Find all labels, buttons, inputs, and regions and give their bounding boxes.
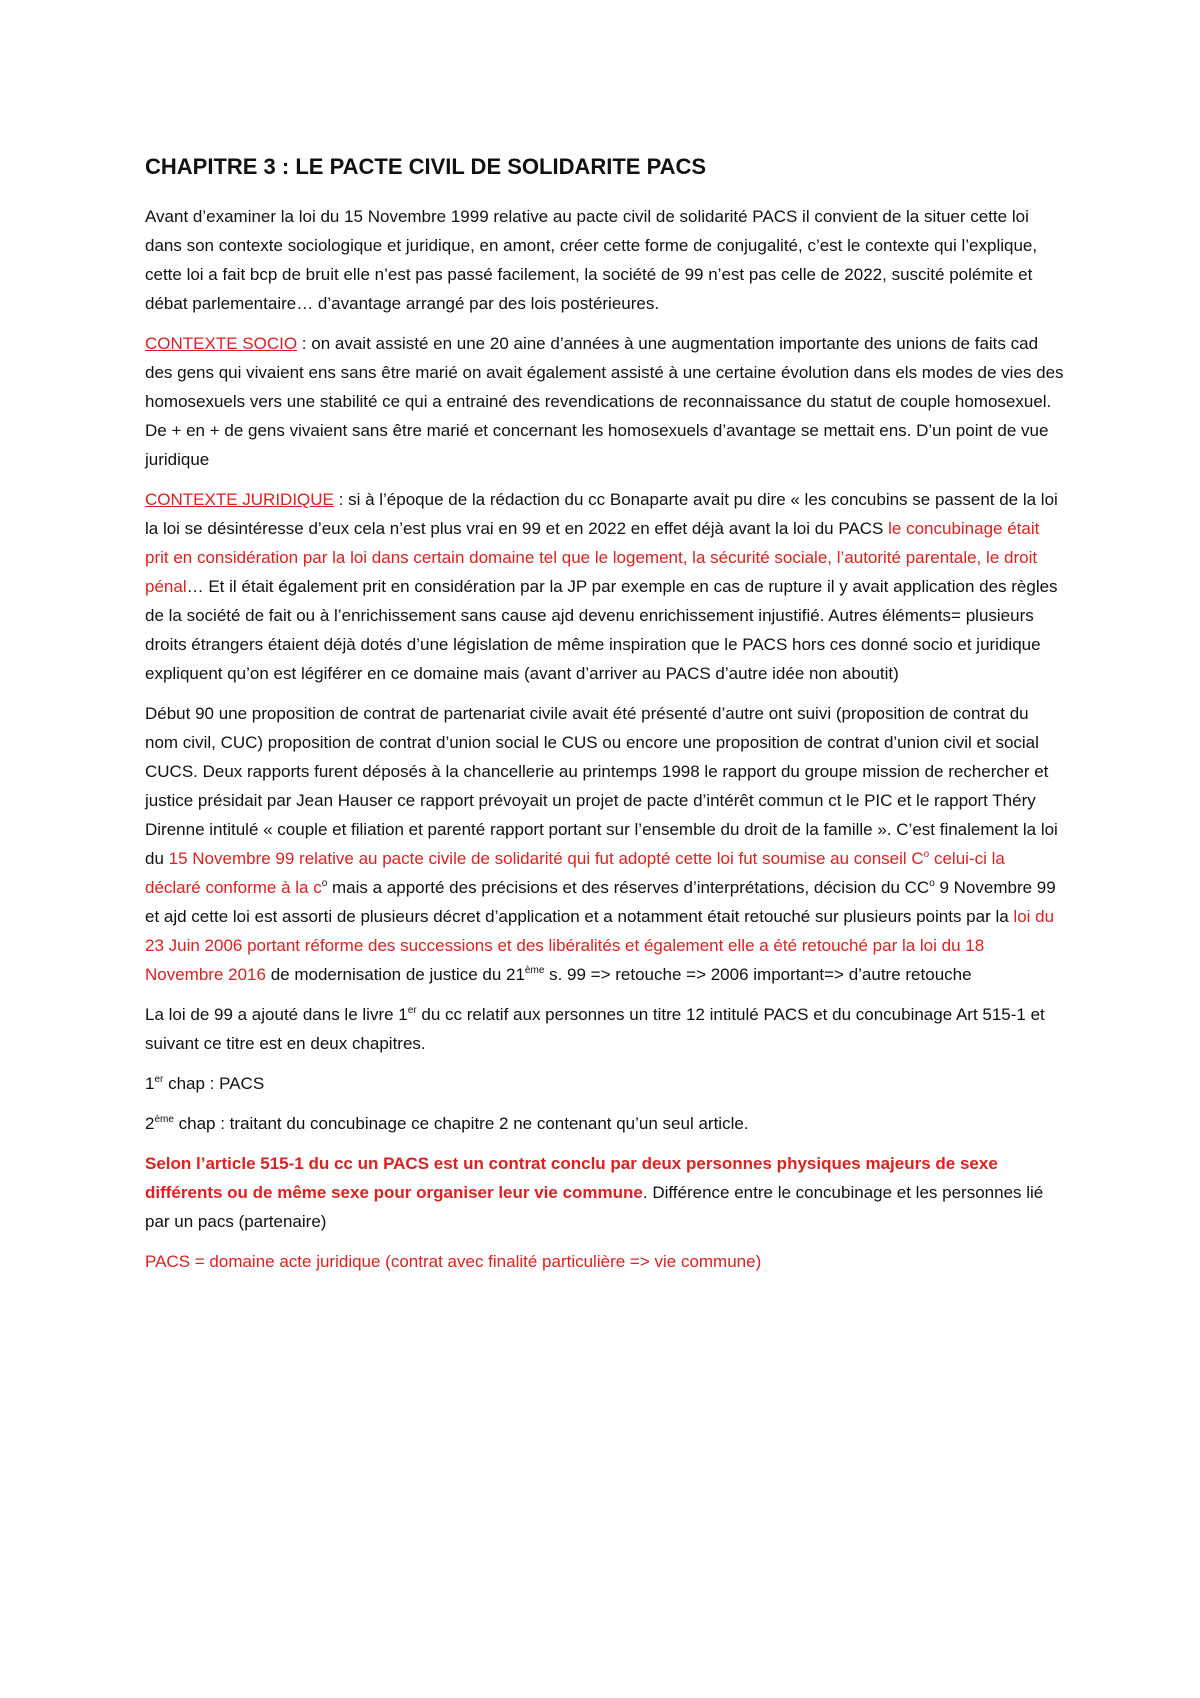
paragraph-article-515-1: Selon l’article 515-1 du cc un PACS est un contrat conclu par deux personnes physiques majeurs de sexe différents ou de même sexe pour organiser leur vie commune. Différence entre le concubinage et les personnes lié par un pacs (partenaire) bbox=[145, 1154, 1044, 1231]
paragraph-chapitre-2: 2ème chap : traitant du concubinage ce chapitre 2 ne contenant qu’un seul article. bbox=[145, 1114, 749, 1133]
highlight-red: 15 Novembre 99 relative au pacte civile de solidarité qui fut adopté cette loi fut soumise au conseil C bbox=[168, 849, 924, 868]
definition-bold: Selon l’article 515-1 du cc un PACS est un contrat conclu par deux personnes physiques majeurs de sexe différents ou de même sexe pour organiser leur vie commune bbox=[145, 1154, 998, 1202]
paragraph-contexte-juridique: CONTEXTE JURIDIQUE : si à l’époque de la rédaction du cc Bonaparte avait pu dire « les concubins se passent de la loi la loi se désintéresse d’eux cela n’est plus vrai en 99 et en 2022 en effet déjà avant la loi du PACS le concubinage était prit en considération par la loi dans certain domaine tel que le logement, la sécurité sociale, l’autorité parentale, le droit pénal… Et il était également prit en considération par la JP par exemple en cas de rupture il y avait application des règles de la société de fait ou à l’enrichissement sans cause ajd devenu enrichissement injustifié. Autres éléments= plusieurs droits étrangers étaient déjà dotés d’une législation de même inspiration que le PACS hors ces donné socio et juridique expliquent qu’on est légiférer en ce domaine mais (avant d’arriver au PACS d’autre idée non aboutit) bbox=[145, 490, 1058, 683]
highlight-red: loi du 23 Juin 2006 portant réforme des successions et des libéralités et également elle a été retouché par la loi du 18 Novembre 2016 bbox=[145, 907, 1055, 984]
paragraph-historique: Début 90 une proposition de contrat de partenariat civile avait été présenté d’autre ont suivi (proposition de contrat du nom civil, CUC) proposition de contrat d’union social le CUS ou encore une proposition de contrat d’union civil et social CUCS. Deux rapports furent déposés à la chancellerie au printemps 1998 le rapport du groupe mission de rechercher et justice présidait par Jean Hauser ce rapport prévoyait un projet de pacte d’intérêt commun ct le PIC et le rapport Théry Direnne intitulé « couple et filiation et parenté rapport portant sur l’ensemble du droit de la famille ». C’est finalement la loi du 15 Novembre 99 relative au pacte civile de solidarité qui fut adopté cette loi fut soumise au conseil $C^o$ celui-ci la déclaré conforme à la $c^o$ mais a apporté des précisions et des réserves d’interprétations, décision du $CC^o$ 9 Novembre 99 et ajd cette loi est assorti de plusieurs décret d’application et a notamment était retouché sur plusieurs points par la loi du 23 Juin 2006 portant réforme des successions et des libéralités et également elle a été retouché par la loi du 18 Novembre 2016 de modernisation de justice du 21ème s. 99 => retouche => 2006 important=> d’autre retouche bbox=[145, 704, 1058, 984]
highlight-red: le concubinage était prit en considération par la loi dans certain domaine tel que le logement, la sécurité sociale, l’autorité parentale, le droit pénal bbox=[145, 519, 1040, 596]
contexte-juridique-label: CONTEXTE JURIDIQUE bbox=[145, 490, 334, 509]
contexte-socio-label: CONTEXTE SOCIO bbox=[145, 334, 298, 353]
paragraph-pacs-acte-juridique: PACS = domaine acte juridique (contrat avec finalité particulière => vie commune) bbox=[145, 1252, 762, 1271]
chapter-title: CHAPITRE 3 : LE PACTE CIVIL DE SOLIDARITE PACS bbox=[145, 154, 707, 179]
document-page bbox=[145, 152, 1065, 1287]
paragraph-contexte-socio: CONTEXTE SOCIO : on avait assisté en une 20 aine d’années à une augmentation importante des unions de faits cad des gens qui vivaient ens sans être marié on avait également assisté à une certaine évolution dans els modes de vies des homosexuels vers une stabilité ce qui a entrainé des revendications de reconnaissance du statut de couple homosexuel. De + en + de gens vivaient sans être marié et concernant les homosexuels d’avantage se mettait ens. D’un point de vue juridique bbox=[145, 334, 1064, 469]
paragraph-chapitre-1: 1er chap : PACS bbox=[145, 1074, 265, 1093]
paragraph-titre-12: La loi de 99 a ajouté dans le livre 1er du cc relatif aux personnes un titre 12 intitulé PACS et du concubinage Art 515-1 et suivant ce titre est en deux chapitres. bbox=[145, 1005, 1045, 1053]
paragraph-intro: Avant d’examiner la loi du 15 Novembre 1999 relative au pacte civil de solidarité PACS il convient de la situer cette loi dans son contexte sociologique et juridique, en amont, créer cette forme de conjugalité, c’est le contexte qui l’explique, cette loi a fait bcp de bruit elle n’est pas passé facilement, la société de 99 n’est pas celle de 2022, suscité polémite et débat parlementaire… d’avantage arrangé par des lois postérieures. bbox=[145, 207, 1038, 313]
